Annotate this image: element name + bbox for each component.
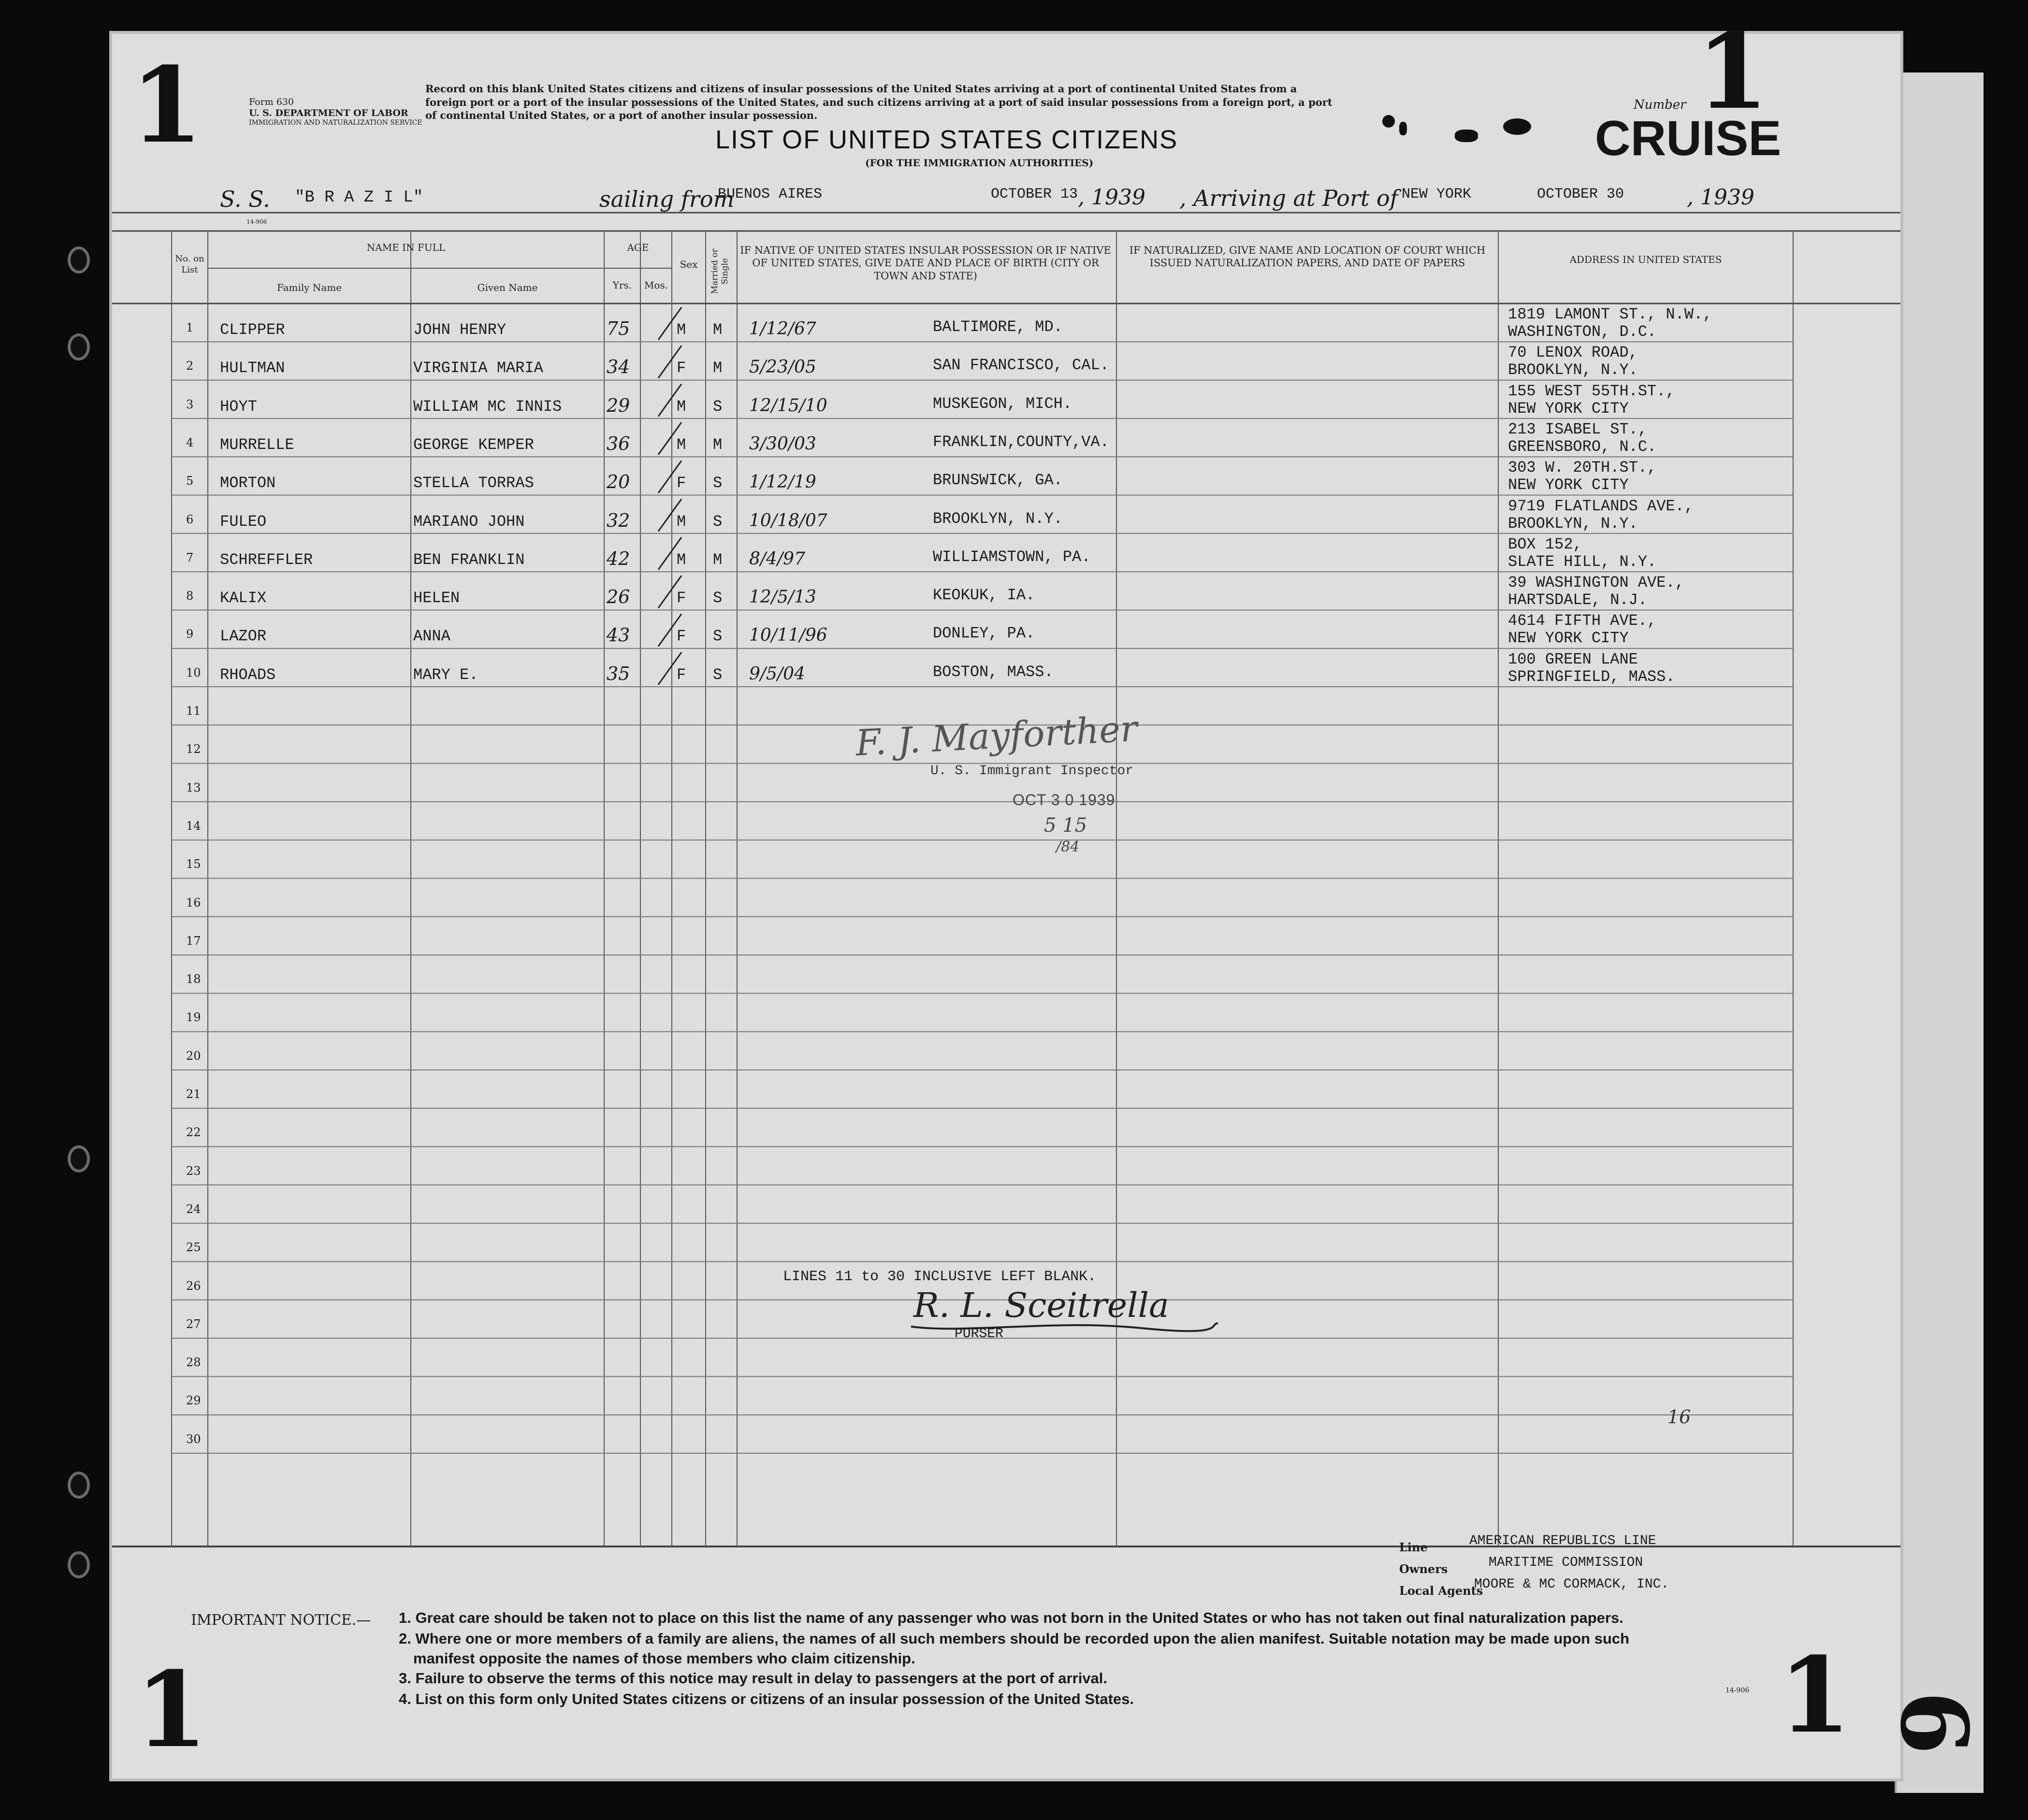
- page-number-bottom-right: 1: [1779, 1634, 1851, 1756]
- family-name: CLIPPER: [220, 321, 285, 339]
- row-number: 6: [186, 512, 194, 526]
- family-name: RHOADS: [220, 665, 276, 684]
- sex: F: [677, 359, 686, 377]
- row-number: 16: [186, 896, 201, 910]
- notice-item: 4. List on this form only United States citizens or citizens of an insular possession of the United States.: [399, 1690, 1134, 1707]
- given-name: ANNA: [413, 627, 450, 646]
- birth-date: 12/15/10: [749, 395, 827, 416]
- page-subtitle: (FOR THE IMMIGRATION AUTHORITIES): [865, 157, 1094, 169]
- address-line-1: 213 ISABEL ST.,: [1508, 420, 1648, 438]
- ship-prefix: S. S.: [220, 186, 270, 212]
- row-number: 8: [186, 589, 194, 603]
- record-instructions-line: of continental United States, or a port of another insular possession.: [425, 109, 818, 122]
- given-name: MARY E.: [413, 665, 478, 684]
- row-number: 10: [186, 665, 201, 679]
- family-name: LAZOR: [220, 627, 267, 646]
- sex: F: [677, 474, 686, 492]
- row-number: 27: [186, 1317, 201, 1331]
- sex: F: [677, 665, 686, 684]
- given-name: MARIANO JOHN: [413, 512, 525, 531]
- binder-hole: [68, 1551, 90, 1578]
- marital-status: S: [713, 474, 723, 492]
- address-line-2: BROOKLYN, N.Y.: [1508, 361, 1638, 379]
- age-years: 34: [607, 356, 630, 378]
- address-line-1: 100 GREEN LANE: [1508, 650, 1638, 668]
- number-label: Number: [1634, 98, 1686, 112]
- notice-item: 2. Where one or more members of a family are aliens, the names of all such members should be recorded upon the alien manifest. Suitable notation may be made upon such: [399, 1630, 1630, 1647]
- header-mos: Mos.: [644, 279, 668, 291]
- marital-status: M: [713, 550, 723, 569]
- address-line-2: NEW YORK CITY: [1508, 399, 1629, 418]
- birth-date: 1/12/67: [749, 319, 816, 339]
- purser-signature: R. L. Sceitrella: [913, 1286, 1169, 1325]
- given-name: BEN FRANKLIN: [413, 550, 525, 569]
- given-name: VIRGINIA MARIA: [413, 359, 543, 377]
- header-yrs: Yrs.: [612, 279, 632, 291]
- sex: M: [677, 435, 686, 454]
- agents-label: Local Agents: [1399, 1584, 1483, 1598]
- row-number: 23: [186, 1164, 201, 1178]
- header-address: ADDRESS IN UNITED STATES: [1569, 254, 1722, 265]
- header-sex: Sex: [680, 259, 698, 270]
- sex: M: [677, 512, 686, 531]
- marital-status: M: [713, 435, 723, 454]
- birth-date: 3/30/03: [749, 433, 816, 454]
- header-birth: IF NATIVE OF UNITED STATES INSULAR POSSESSION OR IF NATIVE OF UNITED STATES, GIVE DATE AND PLACE OF BIRTH (CITY OR TOWN AND STATE): [740, 245, 1111, 282]
- row-number: 13: [186, 780, 201, 794]
- row-number: 5: [186, 474, 194, 488]
- age-years: 20: [607, 471, 630, 493]
- inspector-signature: F. J. Mayforther: [855, 708, 1139, 765]
- arrival-date: OCTOBER 30: [1537, 186, 1624, 202]
- marital-status: M: [713, 321, 723, 339]
- birth-place: BALTIMORE, MD.: [933, 318, 1063, 336]
- address-line-2: GREENSBORO, N.C.: [1508, 437, 1657, 456]
- address-line-1: 70 LENOX ROAD,: [1508, 344, 1638, 362]
- address-line-1: 4614 FIFTH AVE.,: [1508, 612, 1657, 630]
- ship-name: "B R A Z I L": [295, 188, 423, 207]
- page-title: LIST OF UNITED STATES CITIZENS: [715, 125, 1178, 154]
- arrival-year: , 1939: [1687, 185, 1754, 210]
- address-line-1: BOX 152,: [1508, 535, 1582, 553]
- row-number: 14: [186, 819, 201, 833]
- age-years: 36: [607, 433, 630, 454]
- marital-status: S: [713, 512, 723, 531]
- header-family-name: Family Name: [276, 282, 342, 293]
- given-name: JOHN HENRY: [413, 321, 507, 339]
- age-years: 75: [607, 318, 630, 339]
- birth-place: FRANKLIN,COUNTY,VA.: [933, 433, 1109, 451]
- bottom-code: 14-906: [1725, 1687, 1750, 1694]
- birth-place: KEOKUK, IA.: [933, 586, 1035, 605]
- row-number: 12: [186, 742, 201, 756]
- notice-item: 3. Failure to observe the terms of this notice may result in delay to passengers at the port of arrival.: [399, 1670, 1108, 1687]
- marital-status: S: [713, 589, 723, 607]
- owners-value: MARITIME COMMISSION: [1489, 1555, 1643, 1570]
- arriving-label: , Arriving at Port of: [1179, 185, 1398, 211]
- arrival-port: NEW YORK: [1402, 186, 1472, 202]
- family-name: MORTON: [220, 474, 276, 492]
- birth-date: 1/12/19: [749, 472, 816, 492]
- owners-label: Owners: [1399, 1562, 1448, 1576]
- row-number: 11: [186, 704, 201, 718]
- row-number: 18: [186, 972, 201, 986]
- given-name: WILLIAM MC INNIS: [413, 397, 562, 416]
- cruise-stamp: CRUISE: [1595, 111, 1782, 166]
- date-stamp: OCT 3 0 1939: [1013, 791, 1115, 809]
- sex: F: [677, 589, 686, 607]
- family-name: KALIX: [220, 589, 267, 607]
- pencil-note-top: 5 15: [1044, 814, 1087, 837]
- purser-label: PURSER: [955, 1327, 1003, 1342]
- given-name: HELEN: [413, 589, 460, 607]
- row-number: 1: [186, 321, 194, 334]
- birth-place: MUSKEGON, MICH.: [933, 394, 1072, 413]
- form-id: Form 630: [249, 97, 294, 107]
- notice-label: IMPORTANT NOTICE.—: [191, 1612, 371, 1629]
- row-number: 29: [186, 1394, 201, 1408]
- departure-date: OCTOBER 13: [991, 186, 1078, 202]
- page-number-bottom-left: 1: [135, 1648, 208, 1771]
- page-number-top-right: 1: [1696, 10, 1769, 132]
- row-number: 17: [186, 934, 201, 948]
- family-name: SCHREFFLER: [220, 550, 313, 569]
- blank-lines-note: LINES 11 to 30 INCLUSIVE LEFT BLANK.: [783, 1269, 1097, 1285]
- age-years: 43: [607, 624, 630, 646]
- address-line-1: 1819 LAMONT ST., N.W.,: [1508, 305, 1712, 323]
- age-years: 42: [607, 548, 630, 569]
- row-number: 3: [186, 397, 194, 411]
- departure-year: , 1939: [1078, 185, 1145, 210]
- row-number: 7: [186, 550, 194, 564]
- sailing-label: sailing from: [599, 186, 735, 212]
- marital-status: S: [713, 627, 723, 646]
- header-no-on-list: No. on List: [175, 254, 204, 275]
- row-number: 24: [186, 1202, 201, 1216]
- address-line-2: WASHINGTON, D.C.: [1508, 323, 1657, 341]
- birth-date: 12/5/13: [749, 587, 816, 607]
- row-number: 9: [186, 627, 194, 641]
- address-line-2: SLATE HILL, N.Y.: [1508, 552, 1657, 571]
- row-number: 25: [186, 1241, 201, 1255]
- birth-date: 8/4/97: [749, 549, 805, 569]
- sex: M: [677, 321, 686, 339]
- birth-place: WILLIAMSTOWN, PA.: [933, 548, 1091, 566]
- header-age: AGE: [627, 242, 649, 253]
- binder-hole: [68, 1145, 90, 1172]
- department: U. S. DEPARTMENT OF LABOR: [249, 107, 408, 118]
- age-years: 26: [607, 586, 630, 608]
- row-number: 4: [186, 435, 194, 449]
- given-name: GEORGE KEMPER: [413, 435, 534, 454]
- header-married-or-single: Married or Single: [710, 248, 730, 294]
- row-number: 19: [186, 1011, 201, 1025]
- marital-status: M: [713, 359, 723, 377]
- age-years: 35: [607, 663, 630, 684]
- sex: F: [677, 627, 686, 646]
- row-number: 2: [186, 359, 194, 373]
- birth-place: BRUNSWICK, GA.: [933, 471, 1063, 490]
- address-line-1: 39 WASHINGTON AVE.,: [1508, 574, 1684, 592]
- departure-port: BUENOS AIRES: [718, 186, 823, 202]
- agents-value: MOORE & MC CORMACK, INC.: [1474, 1577, 1669, 1592]
- record-instructions-line: Record on this blank United States citizens and citizens of insular possessions of the United States arriving at a port of continental United States from a: [425, 83, 1297, 95]
- header-given-name: Given Name: [477, 282, 538, 293]
- binder-hole: [68, 1472, 90, 1499]
- line-label: Line: [1399, 1540, 1428, 1554]
- address-line-1: 155 WEST 55TH.ST.,: [1508, 382, 1675, 400]
- family-name: FULEO: [220, 512, 267, 531]
- age-years: 32: [607, 509, 630, 531]
- side-mark: 6: [1880, 1690, 1988, 1755]
- family-name: HOYT: [220, 397, 257, 416]
- page-count: 16: [1667, 1406, 1691, 1428]
- birth-place: DONLEY, PA.: [933, 624, 1035, 643]
- row-number: 22: [186, 1126, 201, 1140]
- family-name: MURRELLE: [220, 435, 294, 454]
- pencil-note-bottom: /84: [1056, 838, 1080, 855]
- service: IMMIGRATION AND NATURALIZATION SERVICE: [249, 118, 422, 127]
- birth-date: 10/18/07: [749, 510, 827, 531]
- given-name: STELLA TORRAS: [413, 474, 534, 492]
- birth-date: 5/23/05: [749, 357, 816, 377]
- age-years: 29: [607, 394, 630, 416]
- sex: M: [677, 397, 686, 416]
- row-number: 28: [186, 1356, 201, 1370]
- print-code: 14-906: [246, 218, 267, 225]
- record-instructions-line: foreign port or a port of the insular possessions of the United States, and such citizens arriving at a port of said insular possessions from a foreign port, a port: [425, 96, 1333, 108]
- birth-date: 9/5/04: [749, 664, 805, 684]
- notice-item: manifest opposite the names of those members who claim citizenship.: [413, 1650, 915, 1667]
- header-naturalized: IF NATURALIZED, GIVE NAME AND LOCATION OF COURT WHICH ISSUED NATURALIZATION PAPERS, AND DATE OF PAPERS: [1129, 245, 1486, 269]
- page-number-top-left: 1: [130, 44, 203, 166]
- sex: M: [677, 550, 686, 569]
- address-line-1: 9719 FLATLANDS AVE.,: [1508, 497, 1694, 515]
- family-name: HULTMAN: [220, 359, 285, 377]
- inspector-title: U. S. Immigrant Inspector: [930, 764, 1134, 779]
- row-number: 21: [186, 1087, 201, 1101]
- line-value: AMERICAN REPUBLICS LINE: [1469, 1533, 1656, 1548]
- marital-status: S: [713, 397, 723, 416]
- address-line-2: HARTSDALE, N.J.: [1508, 591, 1648, 609]
- notice-item: 1. Great care should be taken not to place on this list the name of any passenger who was not born in the United States or who has not taken out final naturalization papers.: [399, 1609, 1623, 1626]
- birth-place: BROOKLYN, N.Y.: [933, 509, 1063, 528]
- header-name-in-full: NAME IN FULL: [366, 242, 446, 253]
- address-line-2: BROOKLYN, N.Y.: [1508, 514, 1638, 533]
- address-line-2: SPRINGFIELD, MASS.: [1508, 667, 1675, 686]
- binder-hole: [68, 246, 90, 274]
- address-line-2: NEW YORK CITY: [1508, 476, 1629, 494]
- row-number: 15: [186, 857, 201, 871]
- row-number: 30: [186, 1432, 201, 1446]
- address-line-1: 303 W. 20TH.ST.,: [1508, 459, 1657, 477]
- birth-place: SAN FRANCISCO, CAL.: [933, 356, 1109, 375]
- marital-status: S: [713, 665, 723, 684]
- row-number: 20: [186, 1049, 201, 1063]
- address-line-2: NEW YORK CITY: [1508, 629, 1629, 648]
- birth-date: 10/11/96: [749, 625, 827, 646]
- birth-place: BOSTON, MASS.: [933, 663, 1054, 681]
- row-number: 26: [186, 1279, 201, 1293]
- binder-hole: [68, 333, 90, 361]
